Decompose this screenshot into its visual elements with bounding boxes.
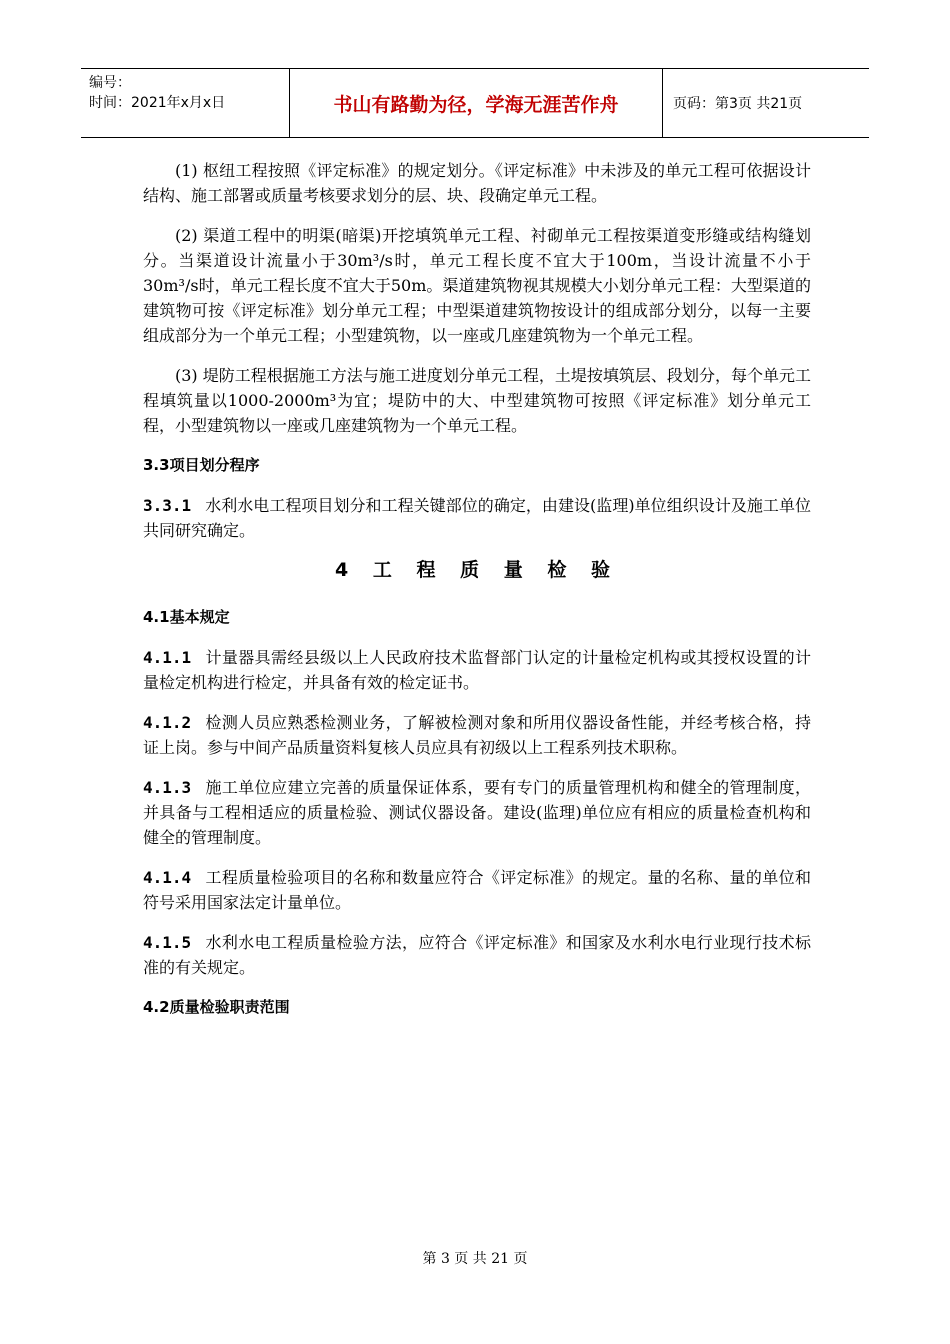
clause-text: 计量器具需经县级以上人民政府技术监督部门认定的计量检定机构或其授权设置的计量检定机构进行检定，并具备有效的检定证书。 [143, 648, 811, 692]
clause-4-1-1 [143, 645, 811, 695]
clause-number: 4.1.5 [143, 933, 192, 952]
clause-text: 检测人员应熟悉检测业务，了解被检测对象和所用仪器设备性能，并经考核合格，持证上岗。参与中间产品质量资料复核人员应具有初级以上工程系列技术职称。 [143, 713, 811, 757]
document-time-label: 时间：2021年x月x日 [89, 95, 226, 111]
section-heading-3-3: 3.3项目划分程序 [143, 456, 260, 474]
document-body [143, 158, 811, 1035]
page-header [81, 68, 869, 138]
clause-number: 4.1.4 [143, 868, 192, 887]
clause-text: 施工单位应建立完善的质量保证体系，要有专门的质量管理机构和健全的管理制度，并具备与工程相适应的质量检验、测试仪器设备。建设(监理)单位应有相应的质量检查机构和健全的管理制度。 [143, 778, 811, 847]
clause-number: 4.1.1 [143, 648, 192, 667]
clause-number: 4.1.2 [143, 713, 192, 732]
paragraph-3: (3) 堤防工程根据施工方法与施工进度划分单元工程，土堤按填筑层、段划分，每个单元工程填筑量以1000-2000m³为宜；堤防中的大、中型建筑物可按照《评定标准》划分单元工程，小型建筑物以一座或几座建筑物为一个单元工程。 [143, 366, 811, 435]
clause-text: 水利水电工程项目划分和工程关键部位的确定，由建设(监理)单位组织设计及施工单位共同研究确定。 [143, 496, 811, 540]
clause-3-3-1 [143, 493, 811, 543]
clause-text: 工程质量检验项目的名称和数量应符合《评定标准》的规定。量的名称、量的单位和符号采用国家法定计量单位。 [143, 868, 811, 912]
clause-4-1-4 [143, 865, 811, 915]
clause-4-1-3 [143, 775, 811, 850]
page-footer: 第 3 页 共 21 页 [422, 1251, 528, 1267]
clause-4-1-2 [143, 710, 811, 760]
document-number-label: 编号： [89, 75, 131, 91]
header-meta [81, 69, 290, 137]
clause-text: 水利水电工程质量检验方法，应符合《评定标准》和国家及水利水电行业现行技术标准的有关规定。 [143, 933, 811, 977]
header-page-info: 页码：第3页 共21页 [673, 96, 803, 112]
section-heading-4-1: 4.1基本规定 [143, 608, 230, 626]
paragraph-1: (1) 枢纽工程按照《评定标准》的规定划分。《评定标准》中未涉及的单元工程可依据设计结构、施工部署或质量考核要求划分的层、块、段确定单元工程。 [143, 161, 811, 205]
clause-4-1-5 [143, 930, 811, 980]
clause-number: 3.3.1 [143, 496, 192, 515]
chapter-title: 4 工 程 质 量 检 验 [335, 559, 619, 581]
header-motto: 书山有路勤为径，学海无涯苦作舟 [290, 69, 663, 137]
paragraph-2: (2) 渠道工程中的明渠(暗渠)开挖填筑单元工程、衬砌单元工程按渠道变形缝或结构缝划分。当渠道设计流量小于30m³/s时，单元工程长度不宜大于100m，当设计流量不小于30m³/s时，单元工程长度不宜大于50m。渠道建筑物视其规模大小划分单元工程：大型渠道的建筑物可按《评定标准》划分单元工程；中型渠道建筑物按设计的组成部分划分，以每一主要组成部分为一个单元工程；小型建筑物，以一座或几座建筑物为一个单元工程。 [143, 226, 811, 345]
clause-number: 4.1.3 [143, 778, 192, 797]
section-heading-4-2: 4.2质量检验职责范围 [143, 998, 290, 1016]
